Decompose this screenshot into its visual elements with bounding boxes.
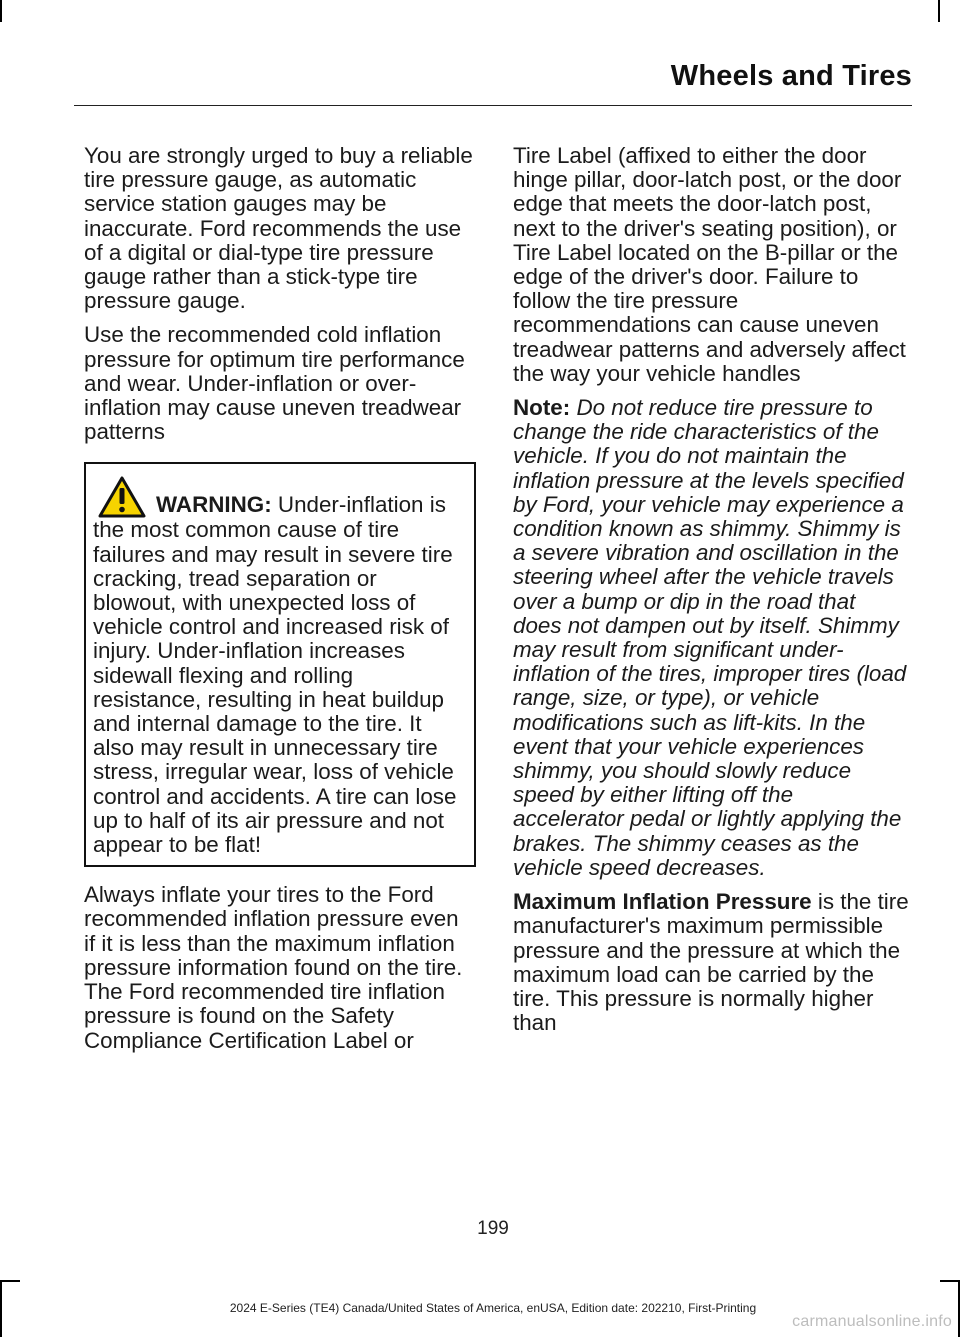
header-divider bbox=[74, 105, 912, 106]
warning-text: Under-inflation is the most common cause of tire failures and may result in severe tire cracking, tread separation or blowout, with unexpected loss of vehicle control and increased risk of injury. Under-inflation increases sidewall flexing and rolling resistance, resulting in heat buildup and internal damage to the tire. It also may result in unnecessary tire stress, irregular wear, loss of vehicle control and accidents. A tire can lose up to half of its air pressure and not appear to be flat! bbox=[93, 492, 457, 858]
edition-footer: 2024 E-Series (TE4) Canada/United States of America, enUSA, Edition date: 202210, First-Printing bbox=[229, 1301, 757, 1315]
warning-triangle-icon bbox=[98, 476, 146, 518]
paragraph-pressure-gauge: You are strongly urged to buy a reliable tire pressure gauge, as automatic service station gauges may be inaccurate. Ford recommends the use of a digital or dial-type tire pressure gauge rather than a stick-type tire pressure gauge. bbox=[84, 143, 473, 314]
right-column bbox=[513, 144, 909, 1045]
warning-box bbox=[84, 462, 476, 867]
paragraph-always-inflate: Always inflate your tires to the Ford recommended inflation pressure even if it is less than the maximum inflation pressure information found on the tire. The Ford recommended tire inflation pressure is found on the Safety Compliance Certification Label or bbox=[84, 882, 463, 1053]
max-inflation-text: is the tire manufacturer's maximum permissible pressure and the pressure at which the maximum load can be carried by the tire. This pressure is normally higher than bbox=[513, 889, 909, 1036]
paragraph-tire-label: Tire Label (affixed to either the door hinge pillar, door-latch post, or the door edge that meets the door-latch post, next to the driver's seating position), or Tire Label located on the B-pillar or the edge of the driver's door. Failure to follow the tire pressure recommendations can cause uneven treadwear patterns and adversely affect the way your vehicle handles bbox=[513, 143, 906, 386]
page-number: 199 bbox=[477, 1218, 509, 1239]
left-column bbox=[84, 144, 476, 1063]
watermark: carmanualsonline.info bbox=[792, 1313, 952, 1330]
page-title: Wheels and Tires bbox=[670, 60, 912, 92]
crop-mark-top-right bbox=[938, 0, 940, 22]
paragraph-cold-inflation: Use the recommended cold inflation pressure for optimum tire performance and wear. Under-inflation or over-inflation may cause uneven treadwear patterns bbox=[84, 322, 465, 445]
max-inflation-label: Maximum Inflation Pressure bbox=[513, 889, 812, 915]
paragraph-max-inflation bbox=[513, 890, 909, 1035]
note-text: Do not reduce tire pressure to change the ride characteristics of the vehicle. If you do not maintain the inflation pressure at the levels specified by Ford, your vehicle may experience a condition known as shimmy. Shimmy is a severe vibration and oscillation in the steering wheel after the vehicle travels over a bump or dip in the road that does not dampen out by itself. Shimmy may result from significant under-inflation of the tires, improper tires (load range, size, or type), or vehicle modifications such as lift-kits. In the event that your vehicle experiences shimmy, you should slowly reduce speed by either lifting off the accelerator pedal or lightly applying the brakes. The shimmy ceases as the vehicle speed decreases. bbox=[513, 395, 907, 880]
note-label: Note: bbox=[513, 395, 571, 421]
warning-label: WARNING: bbox=[156, 492, 272, 518]
note-paragraph bbox=[513, 396, 909, 880]
crop-mark-top-left bbox=[0, 0, 2, 22]
